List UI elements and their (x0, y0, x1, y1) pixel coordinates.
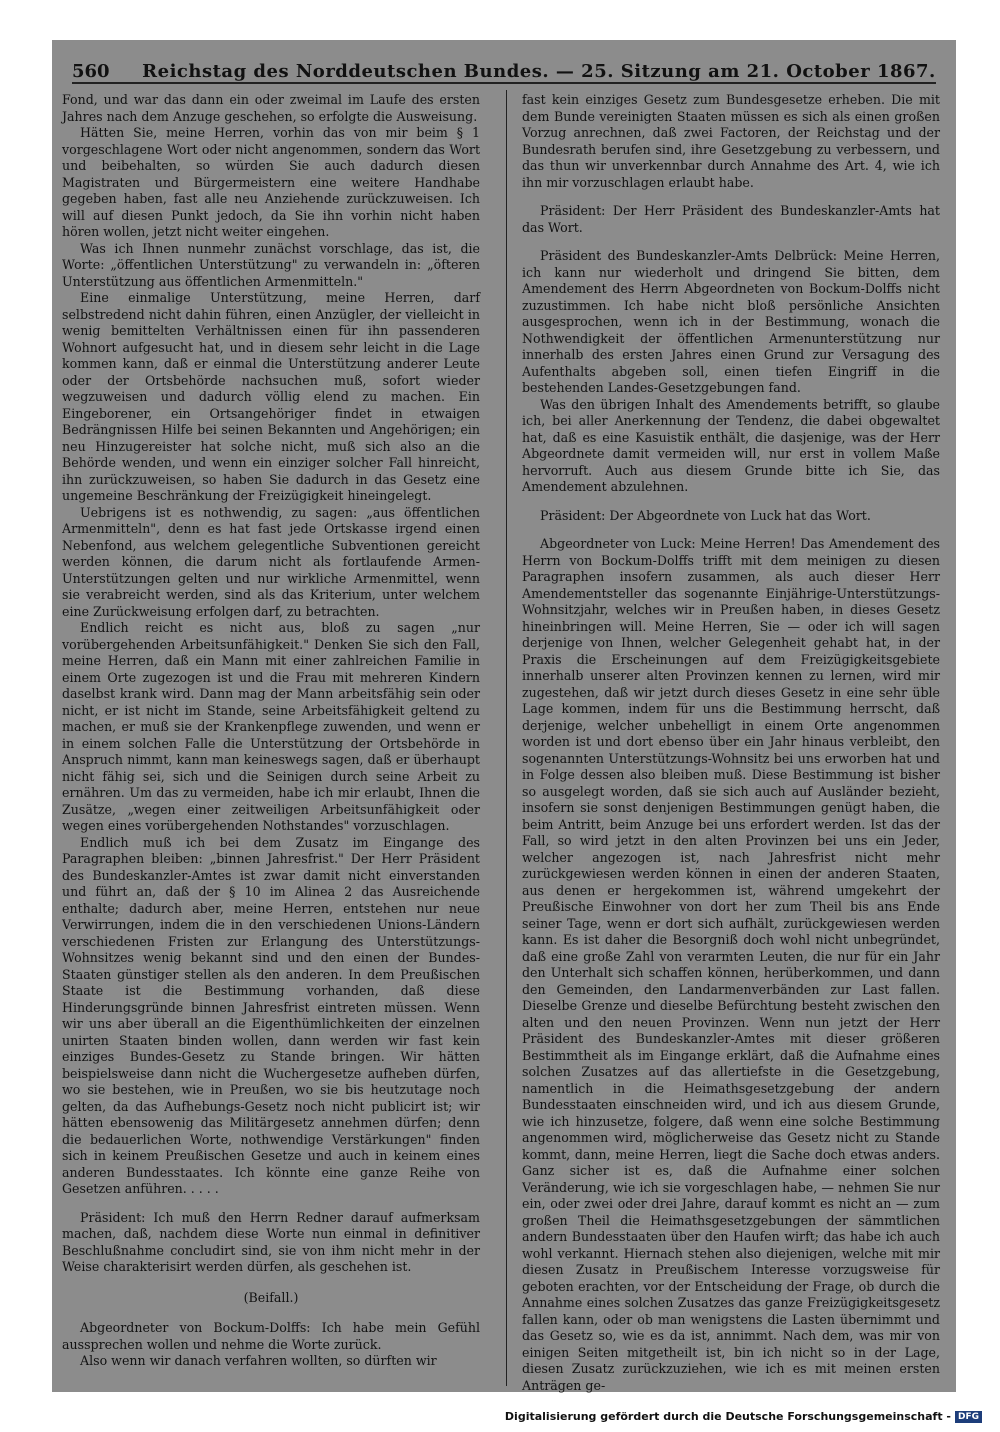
paragraph: Eine einmalige Unterstützung, meine Herren, darf selbstredend nicht dahin führen, einen Anzügler, der vielleicht in wenig bemittelten Verhältnissen einen für ihn passenderen Wohnort aufgesucht hat, und in diesem sehr leicht in die Lage kommen kann, daß er einmal die Unterstützung anderer Leute oder der Ortsbehörde nachsuchen muß, sofort wieder wegzuweisen und dadurch völlig elend zu machen. Ein Eingeborener, ein Ortsangehöriger findet in etwaigen Bedrängnissen Hilfe bei seinen Bekannten und Angehörigen; ein neu Hinzugereister hat solche nicht, muß sich also an die Behörde wenden, und wenn ein einziger solcher Fall hinreicht, ihn zurückzuweisen, so haben Sie dadurch in das Gesetz eine ungemeine Beschränkung der Freizügigkeit hineingelegt. (62, 290, 480, 503)
column-divider (506, 90, 507, 1386)
right-column (522, 92, 940, 1394)
paragraph: Endlich reicht es nicht aus, bloß zu sagen „nur vorübergehenden Arbeitsunfähigkeit." Denken Sie sich den Fall, meine Herren, daß ein Mann mit einer zahlreichen Familie in einem Orte zugezogen ist und die Frau mit mehreren Kindern daselbst krank wird. Dann mag der Mann arbeitsfähig sein oder nicht, er ist nicht im Stande, seine Arbeitsfähigkeit geltend zu machen, er muß sie der Krankenpflege zuwenden, und wenn er in einem solchen Falle die Unterstützung der Ortsbehörde in Anspruch nimmt, kann man keineswegs sagen, daß er überhaupt nicht fähig sei, sich und die Seinigen durch seine Arbeit zu ernähren. Um das zu vermeiden, habe ich mir erlaubt, Ihnen die Zusätze, „wegen einer zeitweiligen Arbeitsunfähigkeit oder wegen eines vorübergehenden Nothstandes" vorzuschlagen. (62, 620, 480, 833)
paragraph: Also wenn wir danach verfahren wollten, so dürften wir (80, 1353, 437, 1368)
paragraph: fast kein einziges Gesetz zum Bundesgesetze erheben. Die mit dem Bunde vereinigten Staaten müssen es sich als einen großen Vorzug anrechnen, daß zwei Factoren, der Reichstag und der Bundesrath berufen sind, ihre Gesetzgebung zu verbessern, und das thun wir unverkennbar durch Annahme des Art. 4, wie ich ihn mir vorzuschlagen erlaubt habe. (522, 92, 940, 190)
left-column (62, 92, 480, 1370)
digitization-credit (505, 1410, 982, 1423)
paragraph: Endlich muß ich bei dem Zusatz im Eingange des Paragraphen bleiben: „binnen Jahresfrist." Der Herr Präsident des Bundeskanzler-Amtes ist zwar damit nicht einverstanden und führt an, daß der § 10 im Alinea 2 das Ausreichende enthalte; dadurch aber, meine Herren, entstehen nur neue Verwirrungen, indem die in den verschiedenen Unions-Ländern verschiedenen Fristen zur Erlangung des Unterstützungs-Wohnsitzes wenig bekannt sind und den einen der Bundes-Staaten günstiger stellen als den anderen. In dem Preußischen Staate ist die Bestimmung vorhanden, daß diese Hinderungsgründe binnen Jahresfrist eintreten müssen. Wenn wir uns aber überall an die Eigenthümlichkeiten der einzelnen unirten Staaten binden wollen, dann werden wir fast kein einziges Bundes-Gesetz zu Stande bringen. Wir hätten beispielsweise dann nicht die Wuchergesetze aufheben dürfen, wo sie bestehen, wie in Preußen, wo sie bis heutzutage noch gelten, da das Aufhebungs-Gesetz noch nicht publicirt ist; wir hätten ebensowenig das Militärgesetz annehmen dürfen; denn die bedauerlichen Worte, nothwendige Verstärkungen" finden sich in keinem Preußischen Gesetze und auch in keinem eines anderen Bundesstaates. Ich könnte eine ganze Reihe von Gesetzen anführen. . . . . (62, 834, 480, 1196)
applause-note: (Beifall.) (243, 1289, 299, 1305)
credit-text: Digitalisierung gefördert durch die Deutsche Forschungsgemeinschaft - (504, 1410, 951, 1423)
paragraph: Fond, und war das dann ein oder zweimal im Laufe des ersten Jahres nach dem Anzuge geschehen, so erfolgte die Ausweisung. (62, 92, 480, 124)
page-number: 560 (72, 61, 110, 82)
speaker-paragraph: Präsident: Der Abgeordnete von Luck hat das Wort. (540, 507, 871, 523)
speaker-paragraph: Präsident: Der Herr Präsident des Bundeskanzler-Amts hat das Wort. (522, 203, 940, 235)
dfg-logo: DFG (955, 1411, 982, 1423)
paragraph: Hätten Sie, meine Herren, vorhin das von mir beim § 1 vorgeschlagene Wort oder nicht angenommen, sondern das Wort und beibehalten, so würden Sie auch dadurch diesen Magistraten und Bürgermeistern eine weitere Handhabe gegeben haben, fast alle neu Anziehende zurückzuweisen. Ich will auf diesen Punkt jedoch, da Sie ihn vorhin nicht haben hören wollen, jetzt nicht weiter eingehen. (62, 125, 480, 239)
speaker-paragraph: Abgeordneter von Bockum-Dolffs: Ich habe mein Gefühl aussprechen wollen und nehme die Worte zurück. (62, 1320, 480, 1352)
paragraph: Uebrigens ist es nothwendig, zu sagen: „aus öffentlichen Armenmitteln", denn es hat fast jede Ortskasse irgend einen Nebenfond, aus welchem gelegentliche Subventionen gereicht werden können, die darum nicht als fortlaufende Armen-Unterstützungen gelten und nur wirkliche Armenmittel, wenn sie verabreicht werden, sind als das Kriterium, unter welchem eine Zurückweisung erfolgen darf, zu betrachten. (62, 504, 480, 619)
speaker-paragraph: Präsident des Bundeskanzler-Amts Delbrück: Meine Herren, ich kann nur wiederholt und dringend Sie bitten, dem Amendement des Herrn Abgeordneten von Bockum-Dolffs nicht zuzustimmen. Ich habe nicht bloß persönliche Ansichten ausgesprochen, wenn ich in der Bestimmung, wonach die Nothwendigkeit der öffentlichen Armenunterstützung nur innerhalb des ersten Jahres einen Grund zur Versagung des Aufenthalts abgeben soll, einen tiefen Eingriff in die bestehenden Landes-Gesetzgebungen fand. (522, 248, 940, 395)
page-header (72, 48, 936, 84)
running-title: Reichstag des Norddeutschen Bundes. — 25. Sitzung am 21. October 1867. (142, 61, 936, 82)
speaker-paragraph: Abgeordneter von Luck: Meine Herren! Das Amendement des Herrn von Bockum-Dolffs trifft mit dem meinigen zu diesen Paragraphen insofern zusammen, als auch dieser Herr Amendementsteller das sogenannte Einjährige-Unterstützungs-Wohnsitzjahr, welches wir in Preußen haben, in dieses Gesetz hineinbringen will. Meine Herren, Sie — oder ich will sagen derjenige von Ihnen, welcher Gelegenheit gehabt hat, in der Praxis die Erscheinungen auf dem Freizügigkeitsgebiete innerhalb unserer alten Provinzen kennen zu lernen, wird mir zugestehen, daß wir jetzt durch dieses Gesetz in eine sehr üble Lage kommen, indem für uns die Bestimmung herrscht, daß derjenige, welcher unbehelligt in einem Orte angenommen worden ist und dort ebenso über ein Jahr hinaus verbleibt, den sogenannten Unterstützungs-Wohnsitz bei uns erworben hat und in Folge dessen also bleiben muß. Diese Bestimmung ist bisher so ausgelegt worden, daß sie sich auch auf Ausländer bezieht, insofern sie sonst denjenigen Bestimmungen genügt haben, die beim Antritt, beim Anzuge bei uns erfordert werden. Ist das der Fall, so wird jetzt in den alten Provinzen bei uns ein Jeder, welcher angezogen ist, nach Jahresfrist nicht mehr zurückgewiesen werden können in einen der anderen Staaten, aus denen er hergekommen ist, während umgekehrt der Preußische Einwohner von dort her zum Theil bis ans Ende seiner Tage, wenn er dort sich aufhält, zurückgewiesen werden kann. Es ist daher die Besorgniß doch wohl nicht unbegründet, daß eine große Zahl von verarmten Leuten, die nur für ein Jahr den Unterhalt sich schaffen können, herüberkommen, und dann den Gemeinden, den Landarmenverbänden zur Last fallen. Dieselbe Grenze und dieselbe Befürchtung besteht zwischen den alten und den neuen Provinzen. Wenn nun jetzt der Herr Präsident des Bundeskanzler-Amtes mit dieser größeren Bestimmtheit als im Eingange erklärt, daß die Aufnahme eines solchen Zusatzes auf das allertiefste in die Gesetzgebung, namentlich in die Heimathsgesetzgebung der andern Bundesstaaten einschneiden wird, und ich aus diesem Grunde, wie ich hinzusetze, folgere, daß wenn eine solche Bestimmung angenommen wird, möglicherweise das Gesetz nicht zu Stande kommt, dann, meine Herren, liegt die Sache doch etwas anders. Ganz sicher ist es, daß die Aufnahme einer solchen Veränderung, wie ich sie vorgeschlagen habe, — nehmen Sie nur ein, oder zwei oder drei Jahre, darauf kommt es nicht an — zum großen Theil die Heimathsgesetzgebungen der sämmtlichen andern Bundesstaaten über den Haufen wirft; das habe ich auch wohl verkannt. Hiernach stehen also diejenigen, welche mit mir diesen Zusatz in Preußischem Interesse vorzugsweise für geboten erachten, vor der Entscheidung der Frage, ob durch die Annahme eines solchen Zusatzes das ganze Freizügigkeitsgesetz fallen kann, oder ob man wenigstens die Lasten übernimmt und das Gesetz so, wie es da ist, annimmt. Nach dem, was mir von einigen Seiten mitgetheilt ist, bin ich nicht so in der Lage, diesen Zusatz zurückzuziehen, wie ich es mit meinen ersten Anträgen ge- (522, 536, 940, 1393)
paragraph: Was ich Ihnen nunmehr zunächst vorschlage, das ist, die Worte: „öffentlichen Unterstützung" zu verwandeln in: „öfteren Unterstützung aus öffentlichen Armenmitteln." (62, 240, 480, 289)
paragraph: Was den übrigen Inhalt des Amendements betrifft, so glaube ich, bei aller Anerkennung der Tendenz, die dabei obgewaltet hat, daß es eine Kasuistik enthält, die dasjenige, was der Herr Abgeordnete damit vermeiden will, nur erst in vollem Maße hervorruft. Auch aus diesem Grunde bitte ich Sie, das Amendement abzulehnen. (522, 396, 940, 494)
document-page (52, 40, 956, 1392)
speaker-paragraph: Präsident: Ich muß den Herrn Redner darauf aufmerksam machen, daß, nachdem diese Worte nun einmal in definitiver Beschlußnahme concludirt sind, sie von ihm nicht mehr in der Weise charakterisirt werden dürfen, als geschehen ist. (62, 1209, 480, 1274)
